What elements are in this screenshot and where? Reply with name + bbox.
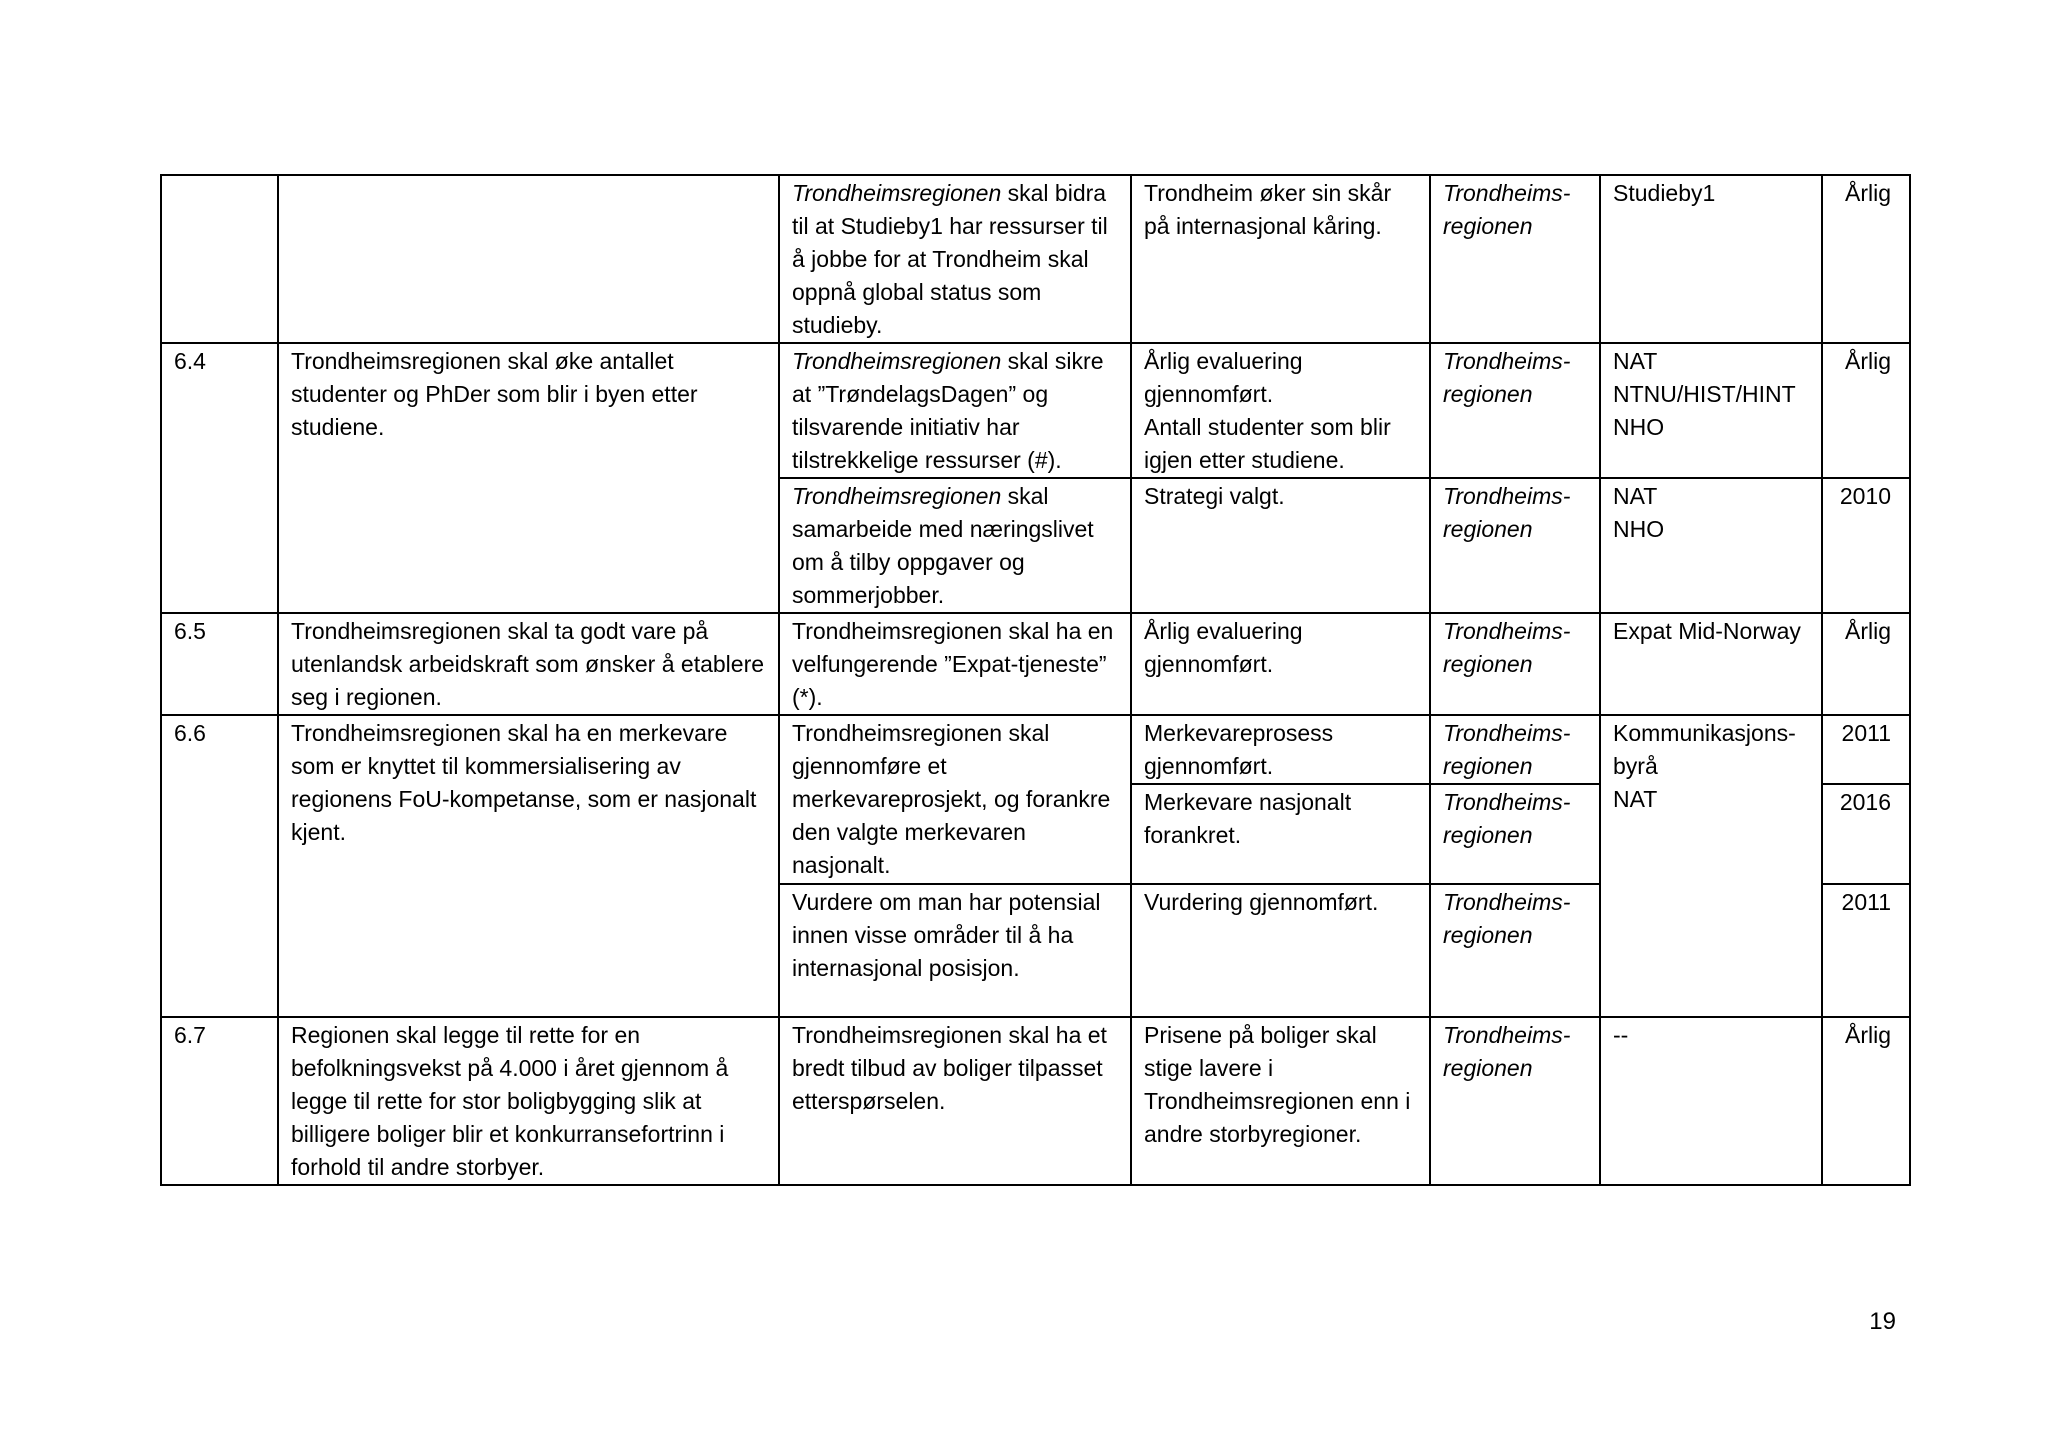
- responsible-cell: Trondheims-regionen: [1430, 478, 1600, 613]
- timing-cell: Årlig: [1822, 1017, 1910, 1185]
- partners-cell: NAT NHO: [1600, 478, 1822, 613]
- action-cell: Trondheimsregionen skal gjennomføre et merkevareprosjekt, og forankre den valgte merkevaren nasjonalt.: [779, 715, 1131, 884]
- indicator-cell: Trondheim øker sin skår på internasjonal kåring.: [1131, 175, 1430, 343]
- action-cell: Trondheimsregionen skal samarbeide med næringslivet om å tilby oppgaver og sommerjobber.: [779, 478, 1131, 613]
- goals-table: [160, 174, 1911, 1186]
- partners-cell: Expat Mid-Norway: [1600, 613, 1822, 715]
- goal-cell: Regionen skal legge til rette for en befolkningsvekst på 4.000 i året gjennom å legge til rette for stor boligbygging slik at billigere boliger blir et konkurransefortrinn i forhold til andre storbyer.: [278, 1017, 779, 1185]
- page-number: 19: [1869, 1308, 1896, 1335]
- responsible-cell: Trondheims-regionen: [1430, 1017, 1600, 1185]
- indicator-cell: Strategi valgt.: [1131, 478, 1430, 613]
- indicator-cell: Merkevareprosess gjennomført.: [1131, 715, 1430, 784]
- indicator-cell: Vurdering gjennomført.: [1131, 884, 1430, 1017]
- timing-cell: 2010: [1822, 478, 1910, 613]
- action-cell: Trondheimsregionen skal ha et bredt tilbud av boliger tilpasset etterspørselen.: [779, 1017, 1131, 1185]
- number-cell: [161, 175, 278, 343]
- partners-cell: NAT NTNU/HIST/HINT NHO: [1600, 343, 1822, 478]
- indicator-cell: Årlig evaluering gjennomført.: [1131, 613, 1430, 715]
- timing-cell: 2016: [1822, 784, 1910, 884]
- table-row: [161, 175, 1910, 343]
- table-row: [161, 715, 1910, 784]
- number-cell: 6.5: [161, 613, 278, 715]
- timing-cell: Årlig: [1822, 343, 1910, 478]
- action-cell: Trondheimsregionen skal bidra til at Studieby1 har ressurser til å jobbe for at Trondheim skal oppnå global status som studieby.: [779, 175, 1131, 343]
- goal-cell: [278, 175, 779, 343]
- table-row: [161, 343, 1910, 478]
- responsible-cell: Trondheims-regionen: [1430, 884, 1600, 1017]
- timing-cell: 2011: [1822, 884, 1910, 1017]
- partners-cell: Studieby1: [1600, 175, 1822, 343]
- indicator-cell: Prisene på boliger skal stige lavere i Trondheimsregionen enn i andre storbyregioner.: [1131, 1017, 1430, 1185]
- responsible-cell: Trondheims-regionen: [1430, 613, 1600, 715]
- goal-cell: Trondheimsregionen skal ha en merkevare som er knyttet til kommersialisering av regionens FoU-kompetanse, som er nasjonalt kjent.: [278, 715, 779, 1017]
- partners-cell: --: [1600, 1017, 1822, 1185]
- responsible-cell: Trondheims-regionen: [1430, 784, 1600, 884]
- goal-cell: Trondheimsregionen skal øke antallet studenter og PhDer som blir i byen etter studiene.: [278, 343, 779, 613]
- action-cell: Trondheimsregionen skal sikre at ”TrøndelagsDagen” og tilsvarende initiativ har tilstrekkelige ressurser (#).: [779, 343, 1131, 478]
- timing-cell: 2011: [1822, 715, 1910, 784]
- partners-cell: Kommunikasjons-byrå NAT: [1600, 715, 1822, 1017]
- action-cell: Vurdere om man har potensial innen visse områder til å ha internasjonal posisjon.: [779, 884, 1131, 1017]
- action-cell: Trondheimsregionen skal ha en velfungerende ”Expat-tjeneste” (*).: [779, 613, 1131, 715]
- table-row: [161, 613, 1910, 715]
- number-cell: 6.6: [161, 715, 278, 1017]
- table-row: [161, 1017, 1910, 1185]
- number-cell: 6.4: [161, 343, 278, 613]
- responsible-cell: Trondheims-regionen: [1430, 343, 1600, 478]
- responsible-cell: Trondheims-regionen: [1430, 715, 1600, 784]
- goal-cell: Trondheimsregionen skal ta godt vare på utenlandsk arbeidskraft som ønsker å etablere seg i regionen.: [278, 613, 779, 715]
- timing-cell: Årlig: [1822, 175, 1910, 343]
- indicator-cell: Årlig evaluering gjennomført. Antall studenter som blir igjen etter studiene.: [1131, 343, 1430, 478]
- responsible-cell: Trondheims-regionen: [1430, 175, 1600, 343]
- timing-cell: Årlig: [1822, 613, 1910, 715]
- indicator-cell: Merkevare nasjonalt forankret.: [1131, 784, 1430, 884]
- number-cell: 6.7: [161, 1017, 278, 1185]
